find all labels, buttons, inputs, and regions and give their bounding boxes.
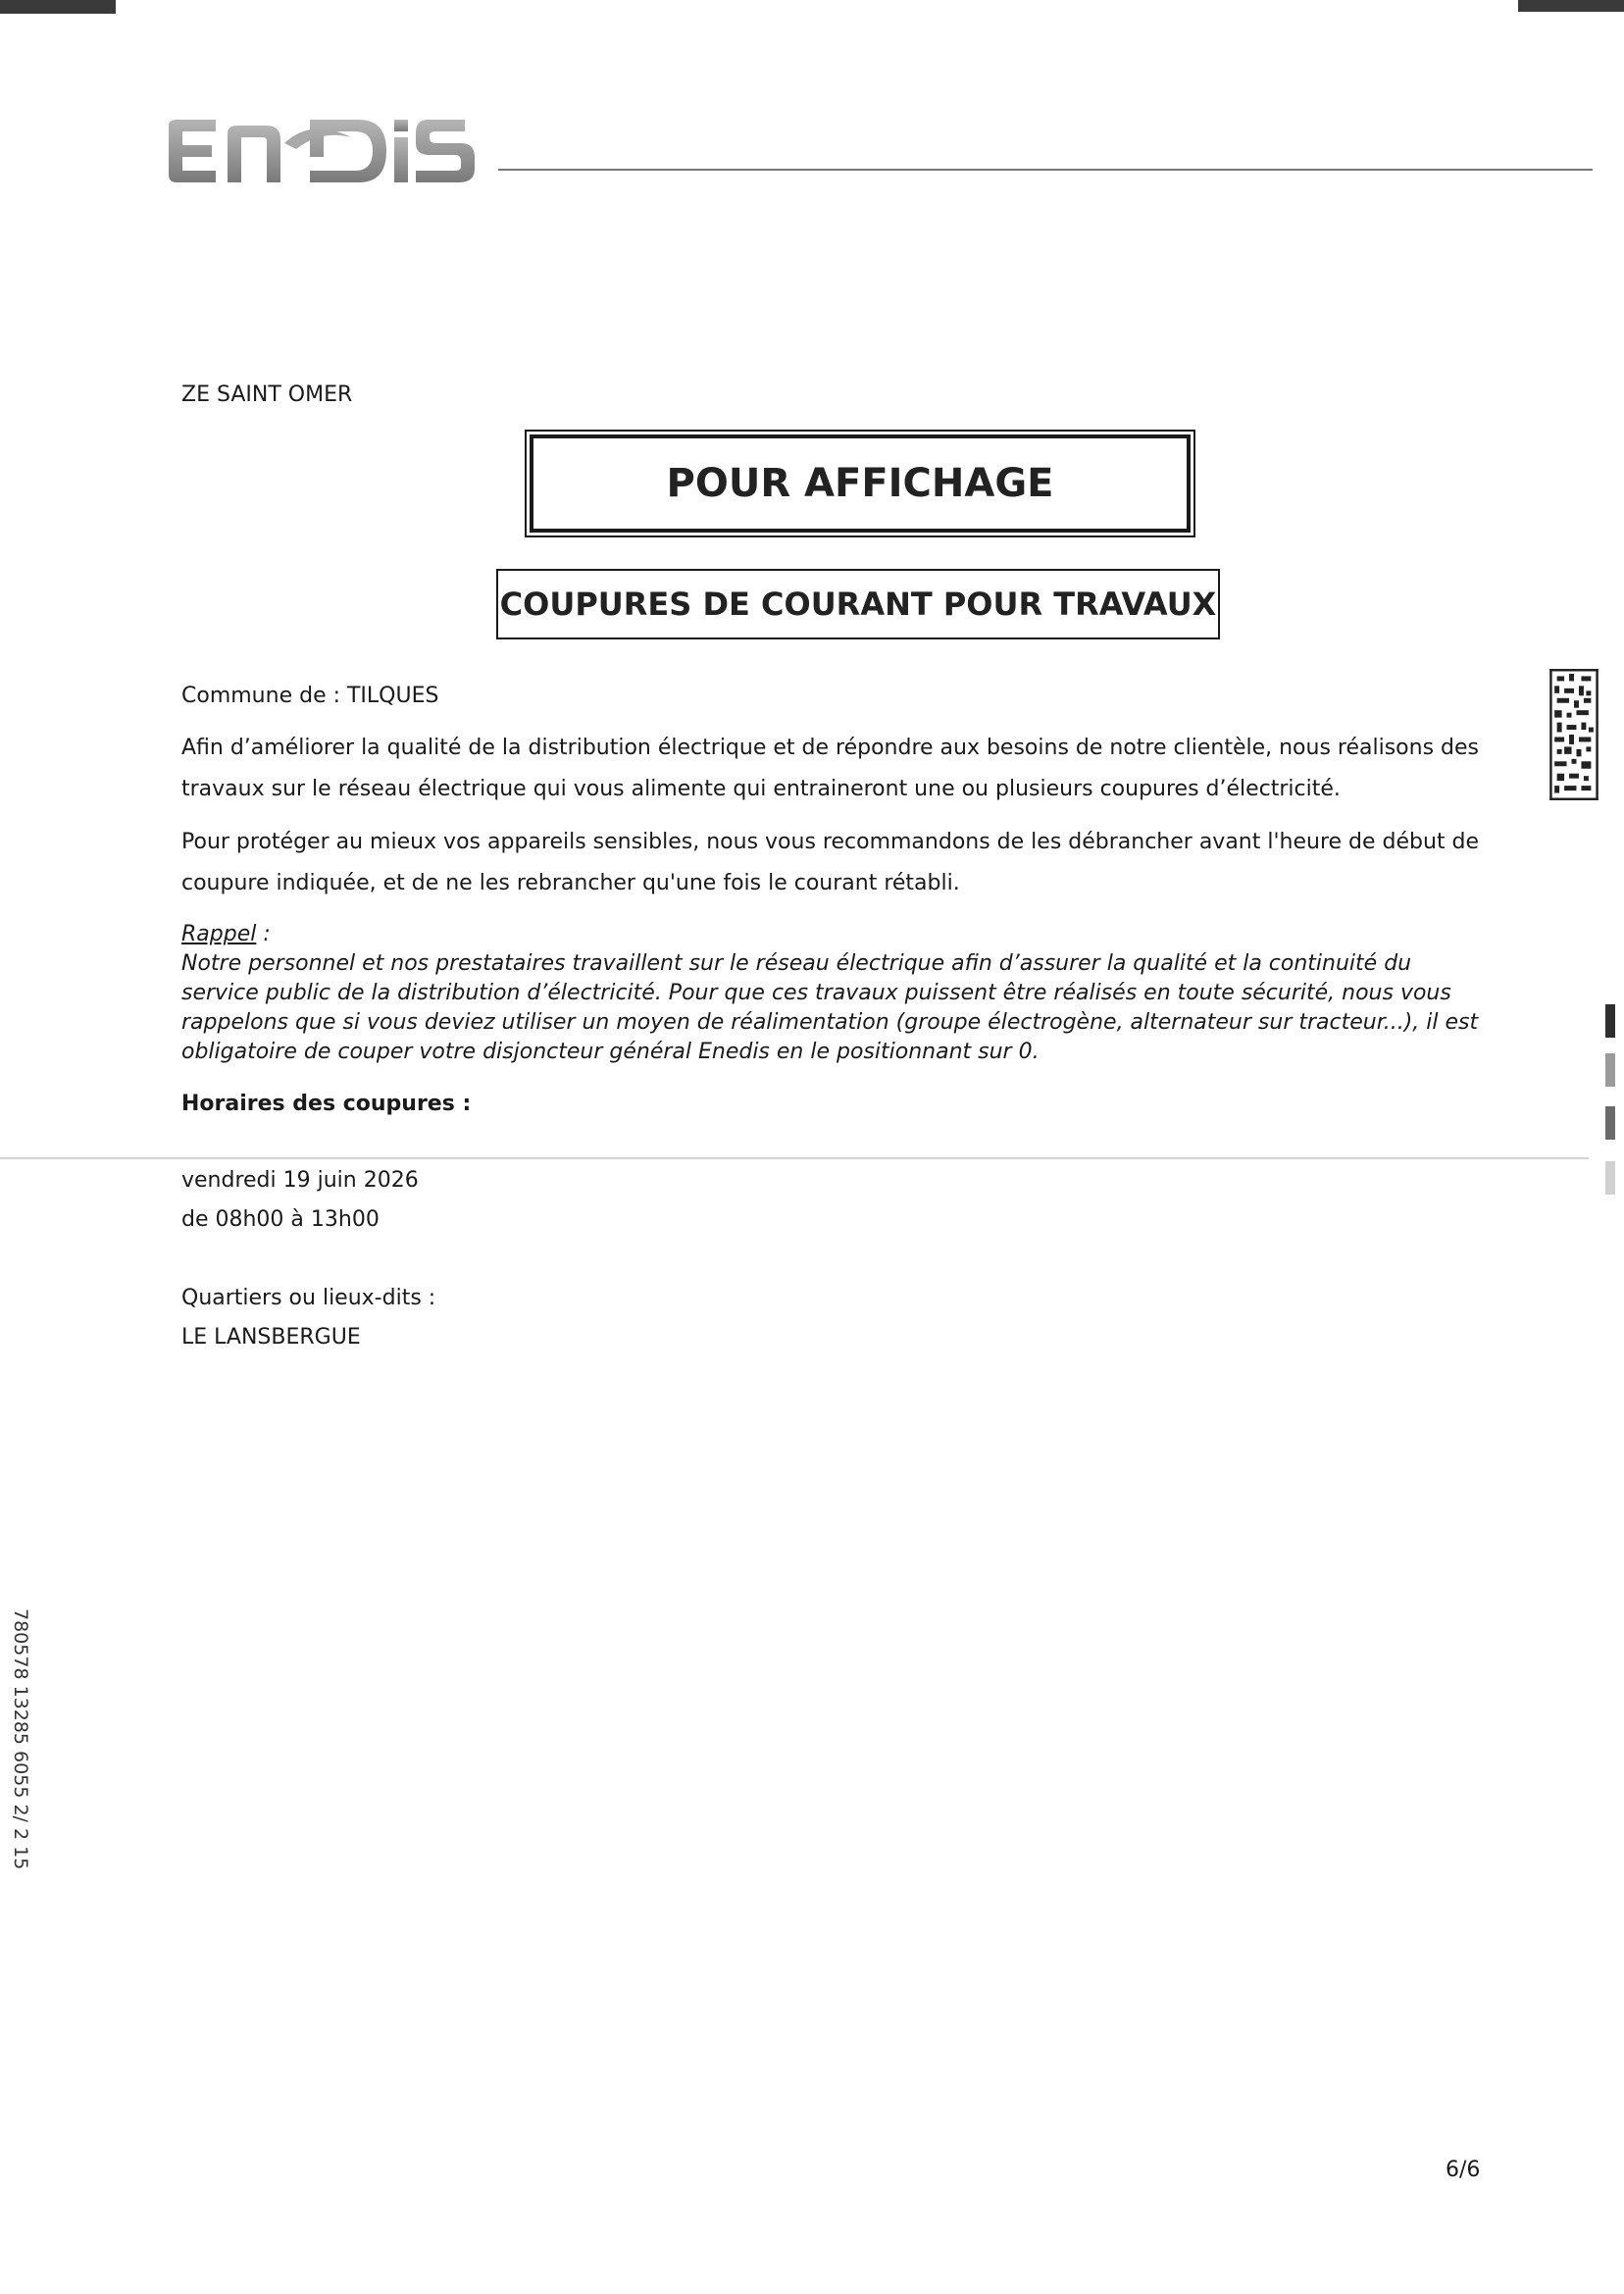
page-number: 6/6 [1446, 2158, 1481, 2182]
rappel-block [181, 920, 1486, 1067]
scan-mark-top-right [1518, 0, 1624, 12]
schedule-date: vendredi 19 juin 2026 [181, 1168, 419, 1193]
notice-title: POUR AFFICHAGE [666, 461, 1054, 506]
scan-fold-line [0, 1157, 1589, 1159]
side-mark-1 [1605, 1004, 1615, 1038]
notice-title-box [530, 434, 1191, 533]
locations-heading: Quartiers ou lieux-dits : [181, 1286, 436, 1310]
datamatrix-barcode [1549, 669, 1599, 800]
rappel-label: Rappel [181, 922, 257, 946]
commune-line: Commune de : TILQUES [181, 684, 439, 708]
side-mark-3 [1605, 1106, 1615, 1140]
intro-paragraph: Afin d’améliorer la qualité de la distribution électrique et de répondre aux besoins de notre clientèle, nous réalisons des travaux sur le réseau électrique qui vous alimente qui entraineront une ou plusieurs coupures d’électricité. [181, 736, 1479, 801]
enedis-logo-graphic [165, 116, 479, 186]
locations-value: LE LANSBERGUE [181, 1325, 361, 1350]
side-reference-code: 780578 13285 6055 2/ 2 15 [10, 1608, 31, 1870]
schedule-time: de 08h00 à 13h00 [181, 1207, 380, 1232]
side-mark-4 [1605, 1161, 1615, 1195]
notice-subtitle: COUPURES DE COURANT POUR TRAVAUX [499, 586, 1217, 623]
scan-mark-top-left [0, 0, 116, 14]
enedis-logo [165, 116, 479, 186]
advice-paragraph: Pour protéger au mieux vos appareils sensibles, nous vous recommandons de les débrancher avant l'heure de début de coupure indiquée, et de ne les rebrancher qu'une fois le courant rétabli. [181, 830, 1480, 895]
schedule-heading: Horaires des coupures : [181, 1092, 472, 1116]
notice-subtitle-box [496, 569, 1220, 639]
rappel-text: Notre personnel et nos prestataires travaillent sur le réseau électrique afin d’assurer la qualité et la continuité du service public de la distribution d’électricité. Pour que ces travaux puissent être réalisés en toute sécurité, nous vous rappelons que si vous deviez utiliser un moyen de réalimentation (groupe électrogène, alternateur sur tracteur...), il est obligatoire de couper votre disjoncteur général Enedis en le positionnant sur 0. [181, 951, 1479, 1064]
rappel-heading [181, 920, 1486, 949]
rappel-colon: : [256, 922, 271, 946]
zone-label: ZE SAINT OMER [181, 382, 353, 407]
side-mark-2 [1605, 1053, 1615, 1087]
header-rule [498, 169, 1593, 171]
